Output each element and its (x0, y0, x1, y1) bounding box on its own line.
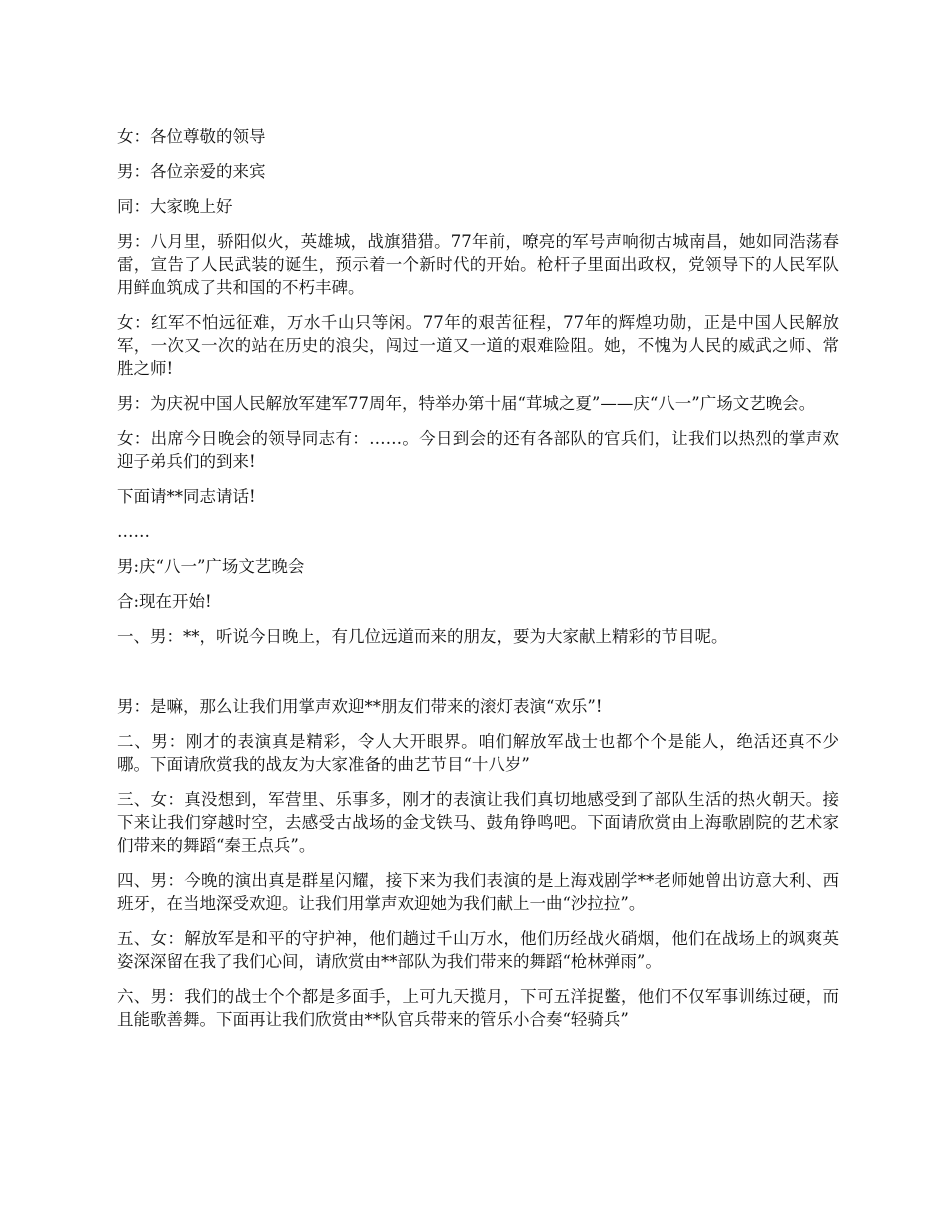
paragraph-opening-male: 男：八月里，骄阳似火，英雄城，战旗猎猎。77年前，嘹亮的军号声响彻古城南昌，她如同浩荡春雷，宣告了人民武装的诞生，预示着一个新时代的开始。枪杆子里面出政权，党领导下的人民军队用鲜血筑成了共和国的不朽丰碑。 (117, 232, 839, 297)
paragraph-opening-female: 女：红军不怕远征难，万水千山只等闲。77年的艰苦征程，77年的辉煌功勋，正是中国人民解放军，一次又一次的站在历史的浪尖，闯过一道又一道的艰难险阻。她，不愧为人民的威武之师、常胜之师! (117, 313, 839, 378)
document-body (117, 125, 839, 1043)
paragraph-gala-name: 男:庆“八一”广场文艺晚会 (117, 557, 305, 576)
paragraph-greeting-guests: 男：各位亲爱的来宾 (117, 162, 266, 181)
blank-gap (117, 660, 839, 695)
paragraph-greeting-leaders: 女：各位尊敬的领导 (117, 127, 266, 146)
paragraph-leaders-present: 女：出席今日晚会的领导同志有：……。今日到会的还有各部队的官兵们，让我们以热烈的掌声欢迎子弟兵们的到来! (117, 429, 839, 471)
paragraph-ellipsis: …… (117, 522, 150, 541)
paragraph-greeting-all: 同：大家晚上好 (117, 197, 233, 216)
paragraph-program-2: 二、男：刚才的表演真是精彩，令人大开眼界。咱们解放军战士也都个个是能人，绝活还真不少哪。下面请欣赏我的战友为大家准备的曲艺节目“十八岁” (117, 732, 839, 774)
paragraph-program-3: 三、女：真没想到，军营里、乐事多，刚才的表演让我们真切地感受到了部队生活的热火朝天。接下来让我们穿越时空，去感受古战场的金戈铁马、鼓角铮鸣吧。下面请欣赏由上海歌剧院的艺术家们带来的舞蹈“秦王点兵”。 (117, 790, 839, 855)
paragraph-program-1: 一、男：**，听说今日晚上，有几位远道而来的朋友，要为大家献上精彩的节目呢。 (117, 627, 728, 646)
paragraph-start: 合:现在开始! (117, 592, 212, 611)
paragraph-event-title: 男：为庆祝中国人民解放军建军77周年，特举办第十届“茸城之夏”——庆“八一”广场文艺晚会。 (117, 394, 816, 413)
paragraph-program-4: 四、男：今晚的演出真是群星闪耀，接下来为我们表演的是上海戏剧学**老师她曾出访意大利、西班牙，在当地深受欢迎。让我们用掌声欢迎她为我们献上一曲“沙拉拉”。 (117, 871, 839, 913)
paragraph-speech-invite: 下面请**同志请话! (117, 487, 256, 506)
paragraph-program-6: 六、男：我们的战士个个都是多面手，上可九天揽月，下可五洋捉鳖，他们不仅军事训练过硬，而且能歌善舞。下面再让我们欣赏由**队官兵带来的管乐小合奏“轻骑兵” (117, 987, 839, 1029)
paragraph-program-1-reply: 男：是嘛，那么让我们用掌声欢迎**朋友们带来的滚灯表演“欢乐”! (117, 697, 603, 716)
paragraph-program-5: 五、女：解放军是和平的守护神，他们趟过千山万水，他们历经战火硝烟，他们在战场上的飒爽英姿深深留在我了我们心间，请欣赏由**部队为我们带来的舞蹈“枪林弹雨”。 (117, 929, 839, 971)
